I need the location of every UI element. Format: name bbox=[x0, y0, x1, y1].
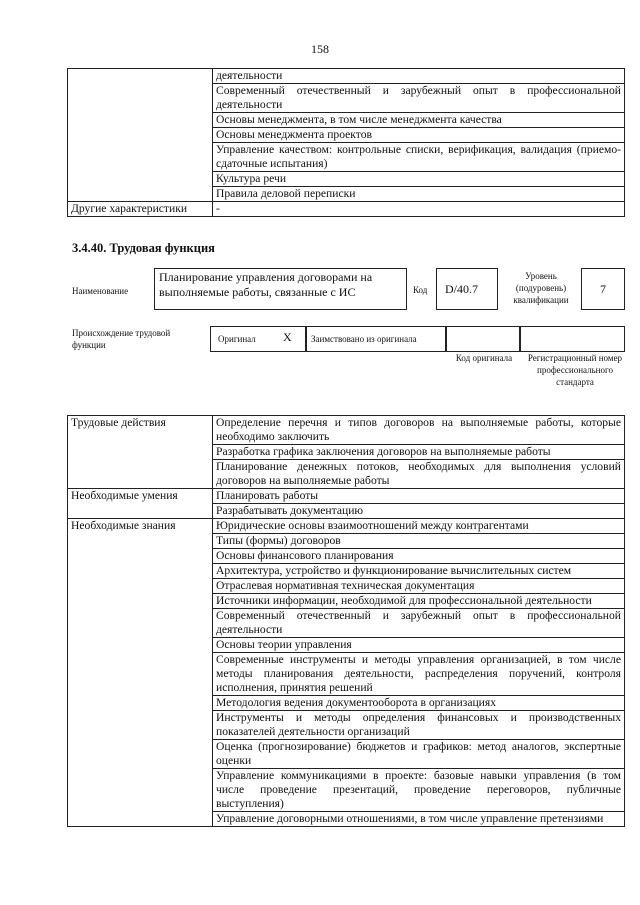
table-row bbox=[68, 202, 625, 217]
table-row bbox=[68, 416, 625, 445]
borrowed-label: Заимствовано из оригинала bbox=[311, 334, 417, 344]
borrowed-cell bbox=[306, 326, 446, 352]
original-code-cell bbox=[446, 326, 520, 352]
knowledge-item: Современные инструменты и методы управления организацией, в том числе методы планирования деятельности, распределения поручений, контроля исполнения, принятия решений bbox=[213, 653, 625, 696]
knowledge-item: Современный отечественный и зарубежный опыт в профессиональной деятельности bbox=[213, 84, 625, 113]
knowledge-item: Оценка (прогнозирование) бюджетов и графиков: метод аналогов, экспертные оценки bbox=[213, 740, 625, 769]
origin-label: Происхождение трудовой функции bbox=[72, 328, 171, 350]
original-cell bbox=[210, 326, 306, 352]
knowledge-item: Культура речи bbox=[213, 172, 625, 187]
qualification-level-box: 7 bbox=[581, 268, 625, 310]
registration-number-label: Регистрационный номер профессионального стандарта bbox=[527, 353, 623, 387]
table-row bbox=[68, 489, 625, 504]
skills-label: Необходимые умения bbox=[68, 489, 213, 519]
knowledge-item: Управление качеством: контрольные списки, верификация, валидация (приемо-сдаточные испытания) bbox=[213, 143, 625, 172]
knowledge-item: деятельности bbox=[213, 69, 625, 84]
knowledge-item: Основы менеджмента проектов bbox=[213, 128, 625, 143]
knowledge-label: Необходимые знания bbox=[68, 519, 213, 827]
knowledge-item: Архитектура, устройство и функционирование вычислительных систем bbox=[213, 564, 625, 579]
table-cell-empty bbox=[68, 69, 213, 202]
code-label: Код bbox=[413, 285, 428, 295]
knowledge-item: Основы менеджмента, в том числе менеджмента качества bbox=[213, 113, 625, 128]
other-characteristics-value: - bbox=[213, 202, 625, 217]
knowledge-item: Управление договорными отношениями, в том числе управление претензиями bbox=[213, 812, 625, 827]
labor-action-item: Определение перечня и типов договоров на выполняемые работы, которые необходимо заключить bbox=[213, 416, 625, 445]
knowledge-item: Правила деловой переписки bbox=[213, 187, 625, 202]
original-mark: X bbox=[283, 330, 292, 344]
original-label: Оригинал bbox=[218, 334, 256, 344]
knowledge-item: Основы теории управления bbox=[213, 638, 625, 653]
page-number: 158 bbox=[311, 42, 329, 56]
skill-item: Планировать работы bbox=[213, 489, 625, 504]
knowledge-item: Методология ведения документооборота в организациях bbox=[213, 696, 625, 711]
level-label: Уровень (подуровень) квалификации bbox=[513, 271, 569, 305]
table-row bbox=[68, 69, 625, 84]
knowledge-item: Современный отечественный и зарубежный опыт в профессиональной деятельности bbox=[213, 609, 625, 638]
knowledge-item: Отраслевая нормативная техническая документация bbox=[213, 579, 625, 594]
knowledge-item: Источники информации, необходимой для профессиональной деятельности bbox=[213, 594, 625, 609]
section-heading: 3.4.40. Трудовая функция bbox=[72, 241, 215, 255]
code-original-label: Код оригинала bbox=[455, 353, 513, 363]
knowledge-item: Инструменты и методы определения финансовых и производственных показателей деятельности организаций bbox=[213, 711, 625, 740]
name-label: Наименование bbox=[72, 286, 129, 296]
registration-number-cell bbox=[520, 326, 625, 352]
knowledge-item: Основы финансового планирования bbox=[213, 549, 625, 564]
knowledge-item: Юридические основы взаимоотношений между контрагентами bbox=[213, 519, 625, 534]
table-row bbox=[68, 519, 625, 534]
function-code-box: D/40.7 bbox=[436, 268, 498, 310]
labor-action-item: Разработка графика заключения договоров на выполняемые работы bbox=[213, 445, 625, 460]
skill-item: Разрабатывать документацию bbox=[213, 504, 625, 519]
labor-action-item: Планирование денежных потоков, необходимых для выполнения условий договоров на выполняемые работы bbox=[213, 460, 625, 489]
knowledge-item: Типы (формы) договоров bbox=[213, 534, 625, 549]
other-characteristics-label: Другие характеристики bbox=[68, 202, 213, 217]
labor-function-table bbox=[67, 415, 625, 827]
labor-actions-label: Трудовые действия bbox=[68, 416, 213, 489]
knowledge-item: Управление коммуникациями в проекте: базовые навыки управления (в том числе проведение презентаций, проведение переговоров, публичные выступления) bbox=[213, 769, 625, 812]
function-name-box: Планирование управления договорами на выполняемые работы, связанные с ИС bbox=[154, 268, 407, 310]
previous-function-table bbox=[67, 68, 625, 217]
